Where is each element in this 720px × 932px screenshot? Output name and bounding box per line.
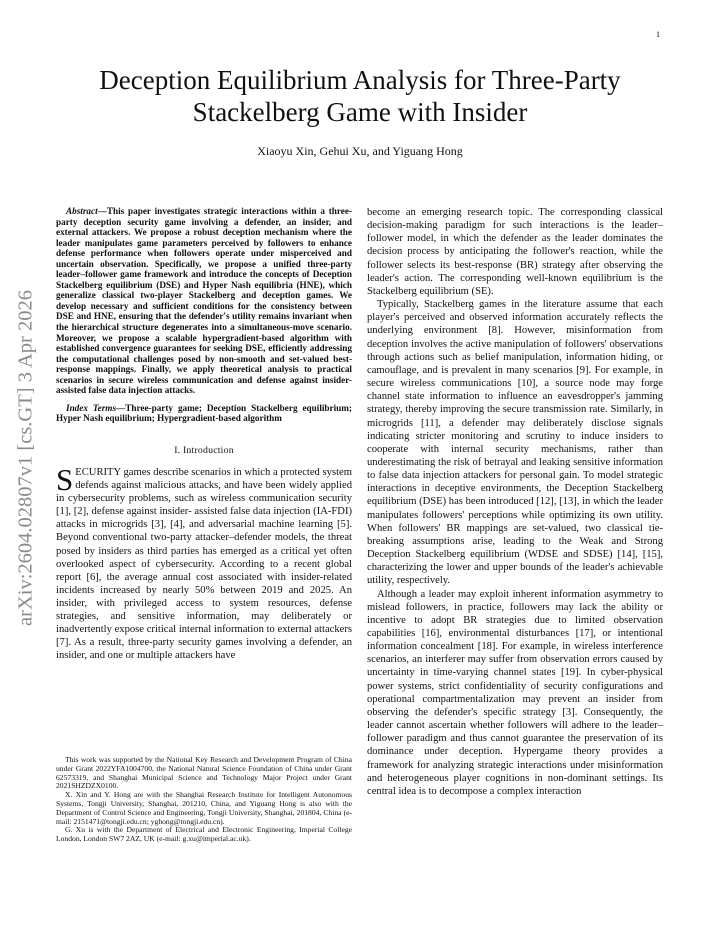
abstract — [56, 206, 352, 396]
abstract-text: —This paper investigates strategic interactions within a three-party deception security game involving a defender, an insider, and external attackers. We propose a robust deception mechanism where the leader manipulates game parameters perceived by followers to enhance defense performance when followers operate under misperceived and uncertain observation. Specifically, we propose a unified three-party leader–follower game framework and introduce the concepts of Deception Stackelberg equilibrium (DSE) and Hyper Nash equilibria (HNE), which generalize classical two-player Stackelberg and deception games. We develop necessary and sufficient conditions for the consistency between DSE and HNE, ensuring that the defender's utility remains invariant when the hierarchical structure degenerates into a simultaneous-move scenario. Moreover, we propose a scalable hypergradient-based algorithm with established convergence guarantees for seeking DSE, efficiently addressing the computational challenges posed by non-smooth and set-valued best-response mappings. Finally, we apply theoretical analysis to practical scenarios in secure wireless communication and defense against insider-assisted false data injection attacks. — [56, 206, 352, 396]
arxiv-stamp — [8, 268, 44, 648]
title-line-1: Deception Equilibrium Analysis for Three-Party — [99, 65, 621, 95]
arxiv-stamp-text: arXiv:2604.02807v1 [cs.GT] 3 Apr 2026 — [14, 290, 37, 626]
title-line-2: Stackelberg Game with Insider — [192, 97, 528, 127]
paper-title — [60, 64, 660, 128]
drop-cap: S — [56, 461, 74, 497]
body-paragraph: Although a leader may exploit inherent information asymmetry to mislead followers, in practice, followers may lack the ability or incentive to adopt BR strategies due to limited observation capabilities [16], environmental disturbances [17], or intentional information concealment [18]. For example, in wireless interference scenarios, an interferer may suffer from observation errors caused by uncertainty in time-varying channel states [19]. In cyber-physical power systems, strict confidentiality of security configurations and operational compartmentalization may prevent an insider from observing the defender's specific strategy [3]. Consequently, the leader cannot ascertain whether followers will adhere to the leader–follower paradigm and thus cannot guarantee the preservation of its dominance under deception. Hypergame theory provides a framework for analyzing strategic interactions under misinformation and heterogeneous player cognitions in non-dominant settings. Its central idea is to decompose a complex interaction — [367, 588, 663, 797]
index-terms — [56, 403, 352, 424]
section-heading: I. Introduction — [174, 444, 234, 456]
intro-paragraph-text: ECURITY games describe scenarios in which a protected system defends against malicious attacks, and have been widely applied in cybersecurity problems, such as wireless communication security [1], [2], defense against insider- assisted false data injection (IA-FDI) attacks in microgrids [3], [4], and adversarial machine learning [5]. Beyond conventional two-party attacker–defender models, the threat posed by insiders as third parties has emerged as a critical yet often overlooked aspect of cybersecurity. According to a recent global report [6], the average annual cost associated with insider-related incidents increased by nearly 50% between 2019 and 2025. An insider, with privileged access to system resources, defense strategies, and sensitive information, may deliberately or inadvertently expose critical internal information to external attackers [7]. As a result, three-party security games involving a defender, an insider, and one or multiple attackers have — [56, 466, 352, 662]
left-column — [56, 206, 352, 662]
abstract-label: Abstract — [66, 206, 98, 216]
authors: Xiaoyu Xin, Gehui Xu, and Yiguang Hong — [257, 144, 463, 158]
index-terms-label: Index Terms — [66, 402, 117, 413]
intro-paragraph — [56, 461, 352, 662]
body-paragraph: Typically, Stackelberg games in the literature assume that each player's perceived and observed information accurately reflects the underlying environment [8]. However, misinformation from deception involves the active manipulation of followers' observations through actions such as belief manipulation, information hiding, or camouflage, and is prevalent in many scenarios [9]. For example, in secure wireless communications [10], a source node may forge channel state information to influence an eavesdropper's jamming strategy, thereby improving the secure transmission rate. Similarly, in microgrids [11], a defender may deliberately disclose signals indicating stricter monitoring and scrutiny to induce insiders to cooperate with internal security mechanisms, rather than underestimating the risk of betrayal and leaking sensitive information to false data injection attackers for personal gain. To model strategic interactions in deceptive environments, the Deception Stackelberg equilibrium (DSE) has been introduced [12], [13], in which the leader manipulates followers' perceptions while optimizing its own utility. When followers' BR mappings are set-valued, two classical tie-breaking assumptions arise, leading to the Weak and Strong Deception Stackelberg equilibrium (WDSE and SDSE) [14], [15], characterizing the lower and upper bounds of the leader's achievable utility, respectively. — [367, 299, 663, 587]
page-number: 1 — [656, 30, 660, 39]
right-column — [367, 206, 663, 798]
body-paragraph: become an emerging research topic. The corresponding classical decision-making paradigm for such interactions is the leader–follower model, in which the defender as the leader dominates the decision process by anticipating the follower's reaction, while the follower selects its best-response (BR) strategy after observing the leader's action. The corresponding well-known equilibrium is the Stackelberg equilibrium (SE). — [367, 207, 663, 297]
footnote-affiliation-2: G. Xu is with the Department of Electrical and Electronic Engineering, Imperial College London, London SW7 2AZ, UK (e-mail: g.xu@imperial.ac.uk). — [56, 825, 352, 844]
footnote-affiliation-1: X. Xin and Y. Hong are with the Shanghai Research Institute for Intelligent Autonomous Systems, Tongji University, Shanghai, 201210, China, and Yiguang Hong is also with the Department of Control Science and Engineering, Tongji University, Shanghai, 201804, China (e-mail: 2151471@tongji.edu.cn; yghong@tongji.edu.cn). — [56, 790, 352, 826]
footnotes — [56, 756, 352, 844]
footnote-funding: This work was supported by the National Key Research and Development Program of China under Grant 2022YFA1004700, the National Natural Science Foundation of China under Grant 62573319, and Shanghai Municipal Science and Technology Major Project under Grant 2021SHZDZX0100. — [56, 755, 352, 791]
index-terms-text: —Three-party game; Deception Stackelberg equilibrium; Hyper Nash equilibrium; Hypergradient-based algorithm — [56, 402, 352, 424]
